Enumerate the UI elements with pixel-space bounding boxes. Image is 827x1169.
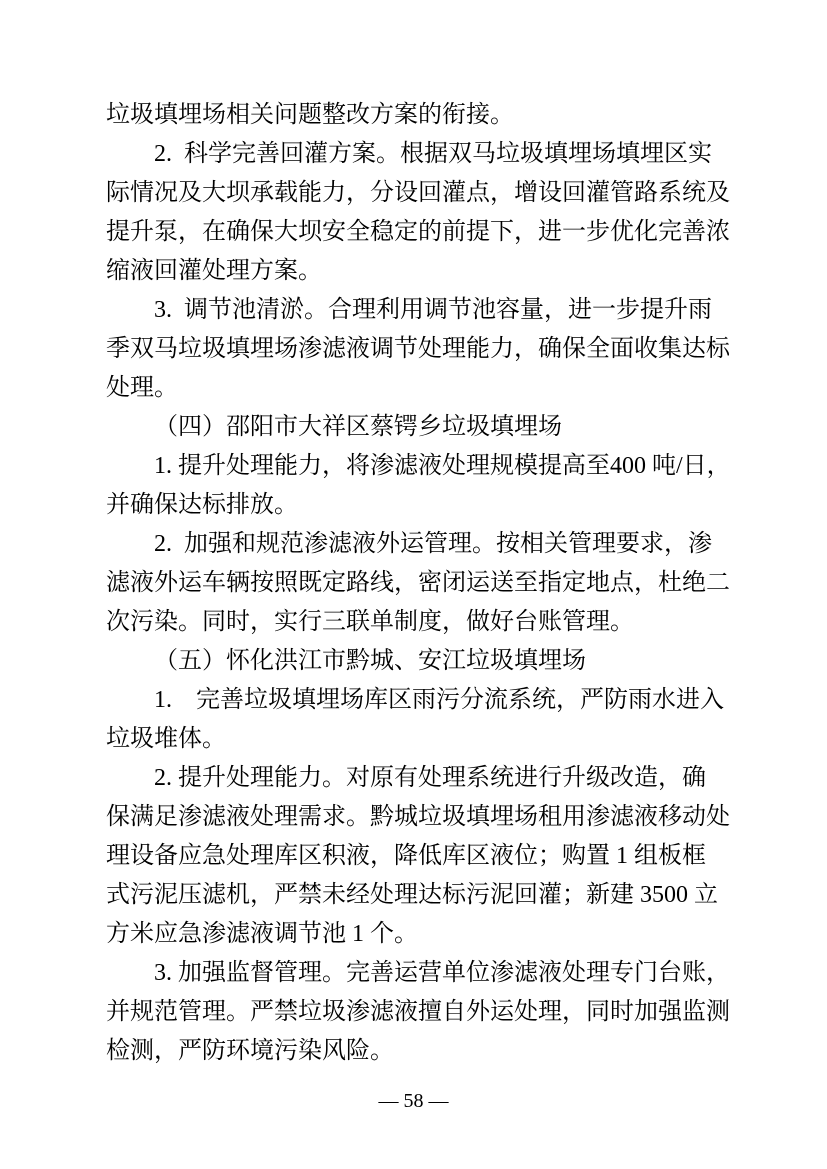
text-line: 1. 完善垃圾填埋场库区雨污分流系统，严防雨水进入 xyxy=(154,687,724,713)
text-line: 2. 提升处理能力。对原有处理系统进行升级改造，确 xyxy=(154,765,706,791)
section-heading-5: （五）怀化洪江市黔城、安江垃圾填埋场 xyxy=(154,648,586,674)
text-line: 季双马垃圾填埋场渗滤液调节处理能力，确保全面收集达标 xyxy=(106,336,730,362)
text-line: 次污染。同时，实行三联单制度，做好台账管理。 xyxy=(106,609,634,635)
text-line: 3. 加强监督管理。完善运营单位渗滤液处理专门台账， xyxy=(154,960,730,986)
text-line: 保满足渗滤液处理需求。黔城垃圾填埋场租用渗滤液移动处 xyxy=(106,804,730,830)
text-line: 际情况及大坝承载能力，分设回灌点，增设回灌管路系统及 xyxy=(106,180,730,206)
text-line: 2. 加强和规范渗滤液外运管理。按相关管理要求，渗 xyxy=(154,531,712,557)
text-line: 式污泥压滤机，严禁未经处理达标污泥回灌；新建 3500 立 xyxy=(106,882,718,908)
page-number: — 58 — xyxy=(378,1090,449,1112)
text-line: 提升泵，在确保大坝安全稳定的前提下，进一步优化完善浓 xyxy=(106,219,730,245)
document-body xyxy=(106,96,734,1071)
text-line: 3. 调节池清淤。合理利用调节池容量，进一步提升雨 xyxy=(154,297,712,323)
text-line: 并确保达标排放。 xyxy=(106,492,298,518)
text-line: 理设备应急处理库区积液，降低库区液位；购置 1 组板框 xyxy=(106,843,706,869)
text-line: 垃圾堆体。 xyxy=(106,726,226,752)
text-line: 2. 科学完善回灌方案。根据双马垃圾填埋场填埋区实 xyxy=(154,141,712,167)
text-line: 1. 提升处理能力，将渗滤液处理规模提高至400 吨/日， xyxy=(154,453,731,479)
text-line: 并规范管理。严禁垃圾渗滤液擅自外运处理，同时加强监测 xyxy=(106,999,730,1025)
text-line: 垃圾填埋场相关问题整改方案的衔接。 xyxy=(106,102,514,128)
text-line: 处理。 xyxy=(106,375,178,401)
text-line: 滤液外运车辆按照既定路线，密闭运送至指定地点，杜绝二 xyxy=(106,570,730,596)
text-line: 检测，严防环境污染风险。 xyxy=(106,1038,394,1064)
section-heading-4: （四）邵阳市大祥区蔡锷乡垃圾填埋场 xyxy=(154,414,562,440)
text-line: 缩液回灌处理方案。 xyxy=(106,258,322,284)
page-footer xyxy=(0,1088,827,1114)
text-line: 方米应急渗滤液调节池 1 个。 xyxy=(106,921,418,947)
